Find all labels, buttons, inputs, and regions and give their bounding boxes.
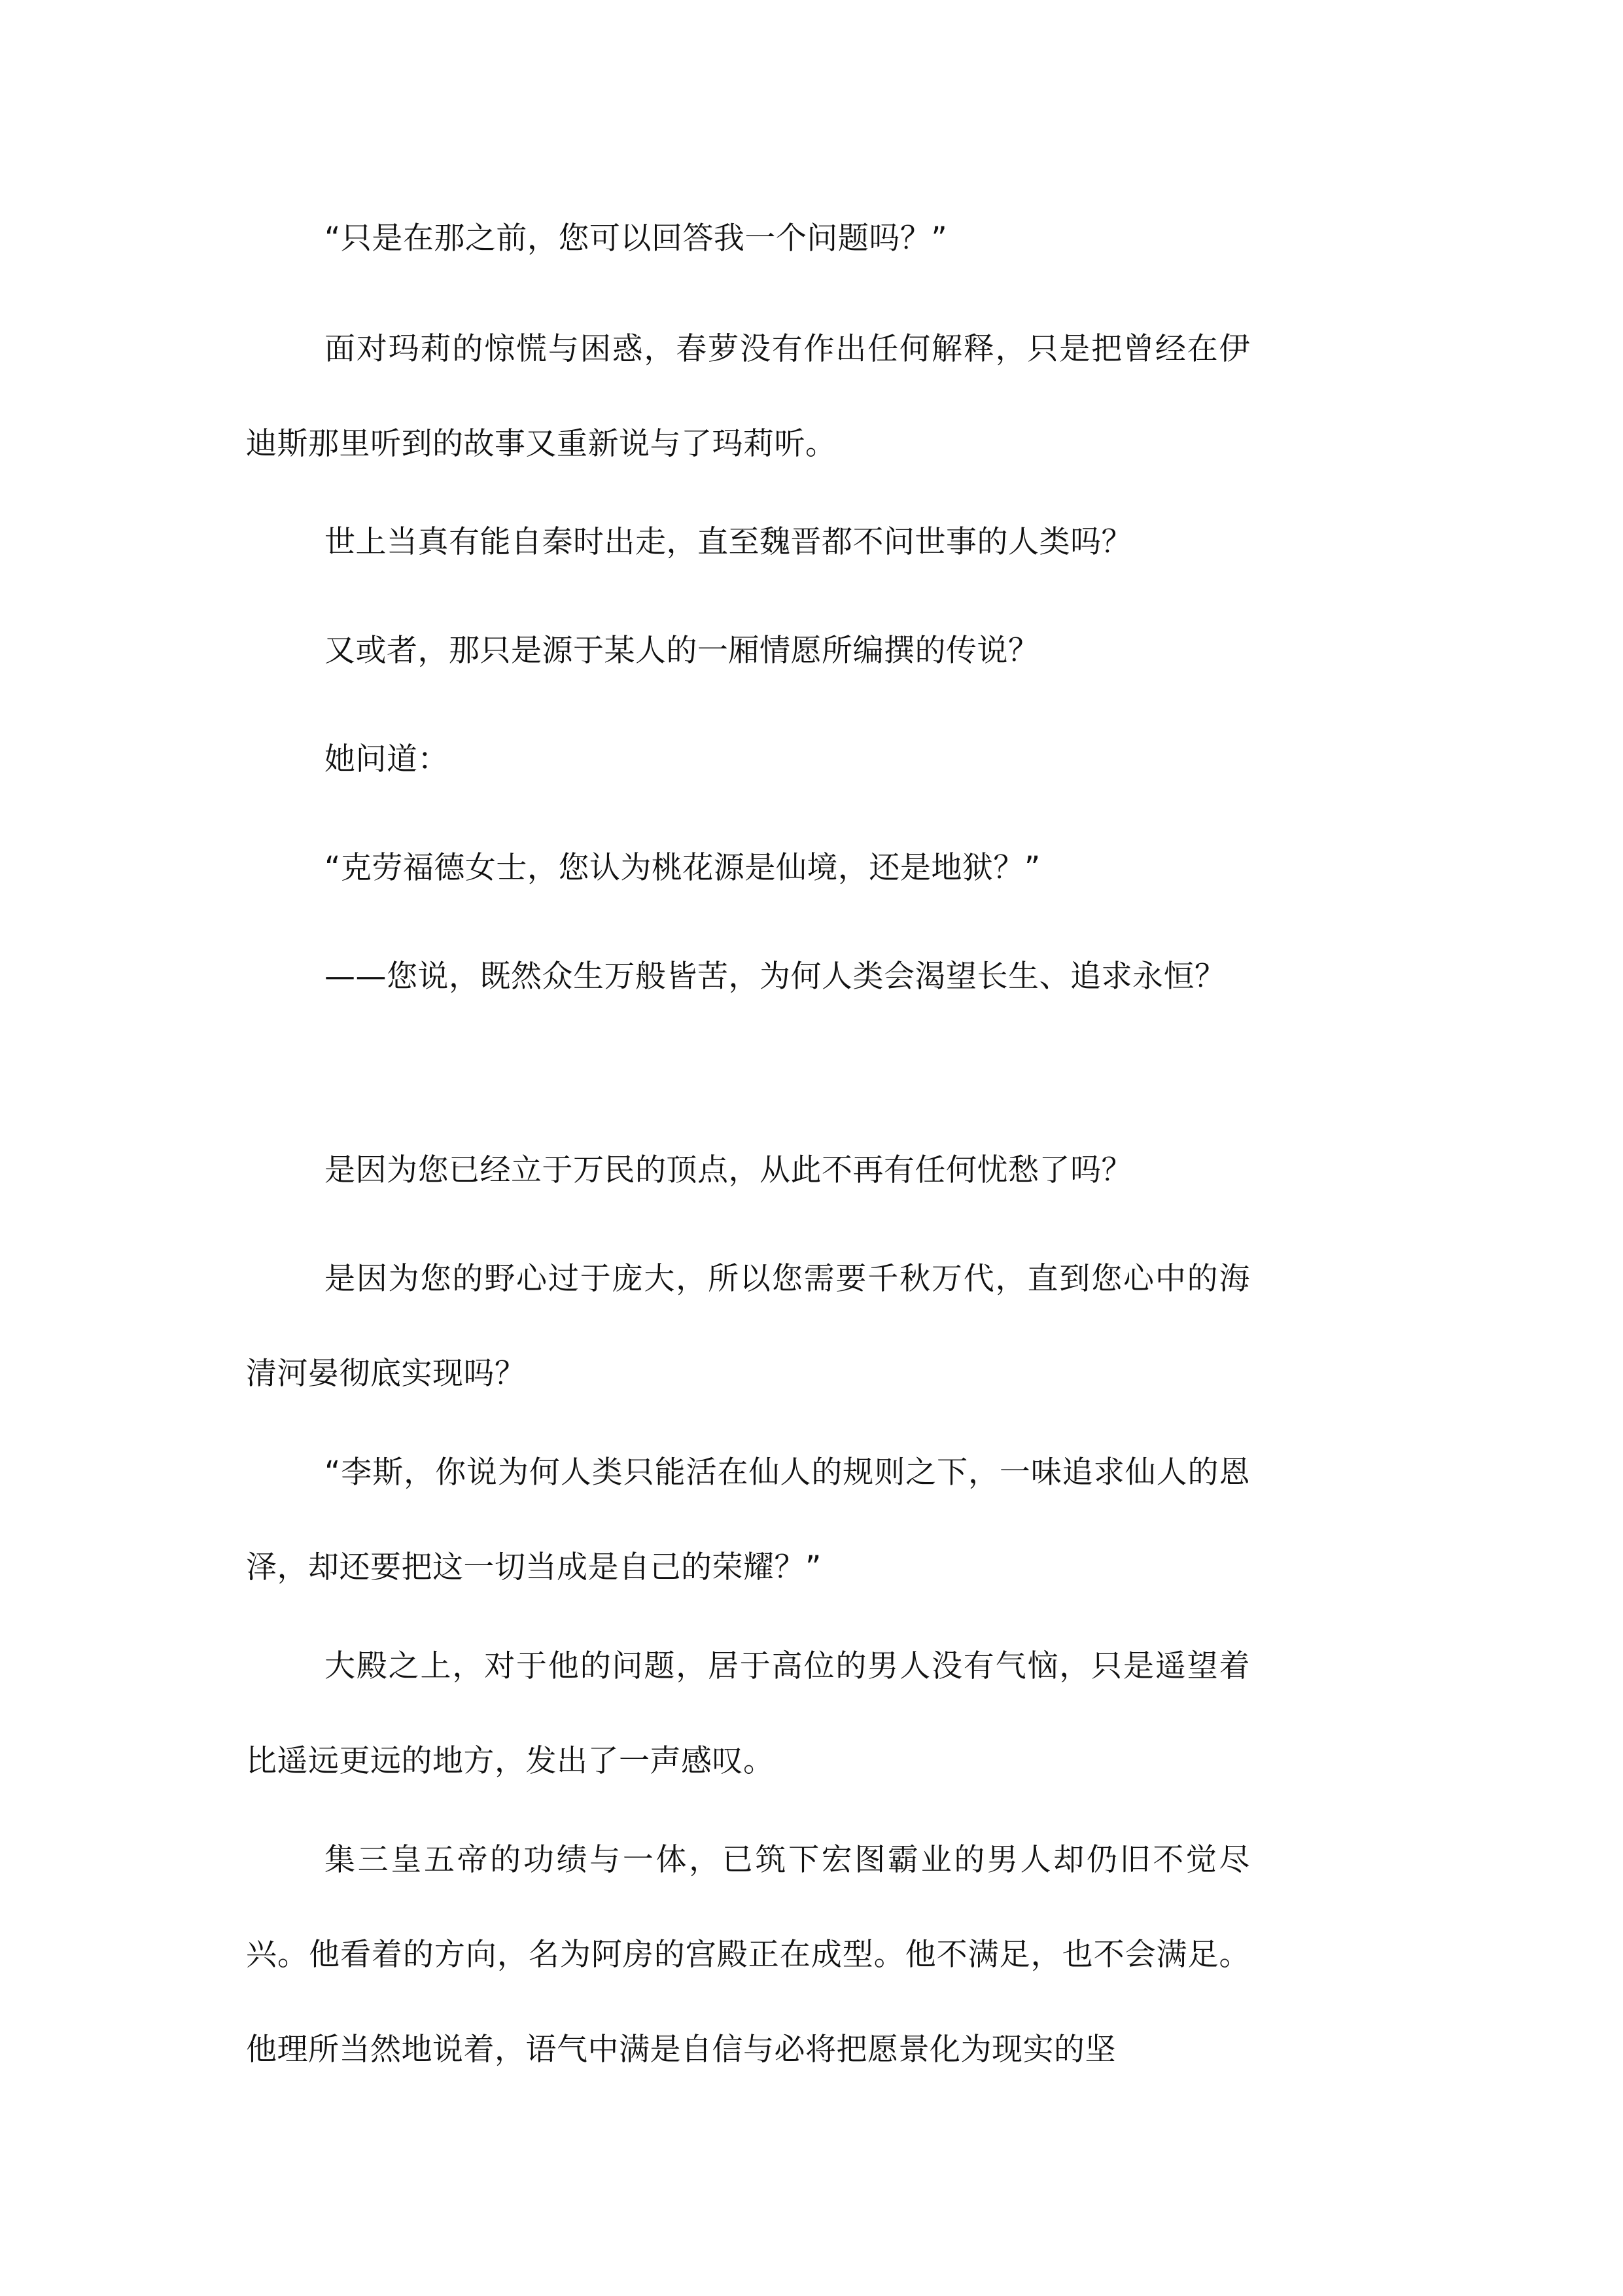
paragraph-8: 是因为您已经立于万民的顶点，从此不再有任何忧愁了吗？ bbox=[324, 1152, 1132, 1188]
paragraph-4: 又或者，那只是源于某人的一厢情愿所编撰的传说？ bbox=[324, 633, 1039, 669]
paragraph-11: 大殿之上，对于他的问题，居于高位的男人没有气恼，只是遥望着比遥远更远的地方，发出了一声感叹。 bbox=[246, 1648, 1250, 1779]
paragraph-7: ——您说，既然众生万般皆苦，为何人类会渴望长生、追求永恒？ bbox=[324, 959, 1226, 995]
paragraph-12: 集三皇五帝的功绩与一体，已筑下宏图霸业的男人却仍旧不觉尽兴。他看着的方向，名为阿房的宫殿正在成型。他不满足，也不会满足。他理所当然地说着，语气中满是自信与必将把愿景化为现实的坚 bbox=[246, 1842, 1250, 2068]
paragraph-5: 她问道： bbox=[324, 741, 449, 777]
paragraph-10: “李斯，你说为何人类只能活在仙人的规则之下，一味追求仙人的恩泽，却还要把这一切当成是自己的荣耀？” bbox=[246, 1455, 1250, 1585]
paragraph-3: 世上当真有能自秦时出走，直至魏晋都不问世事的人类吗？ bbox=[324, 524, 1132, 560]
document-page bbox=[246, 0, 1250, 2296]
paragraph-2: 面对玛莉的惊慌与困惑，春萝没有作出任何解释，只是把曾经在伊迪斯那里听到的故事又重新说与了玛莉听。 bbox=[246, 331, 1250, 462]
paragraph-1: “只是在那之前，您可以回答我一个问题吗？” bbox=[324, 221, 948, 256]
paragraph-9: 是因为您的野心过于庞大，所以您需要千秋万代，直到您心中的海清河晏彻底实现吗？ bbox=[246, 1261, 1250, 1392]
paragraph-6: “克劳福德女士，您认为桃花源是仙境，还是地狱？” bbox=[324, 850, 1041, 886]
